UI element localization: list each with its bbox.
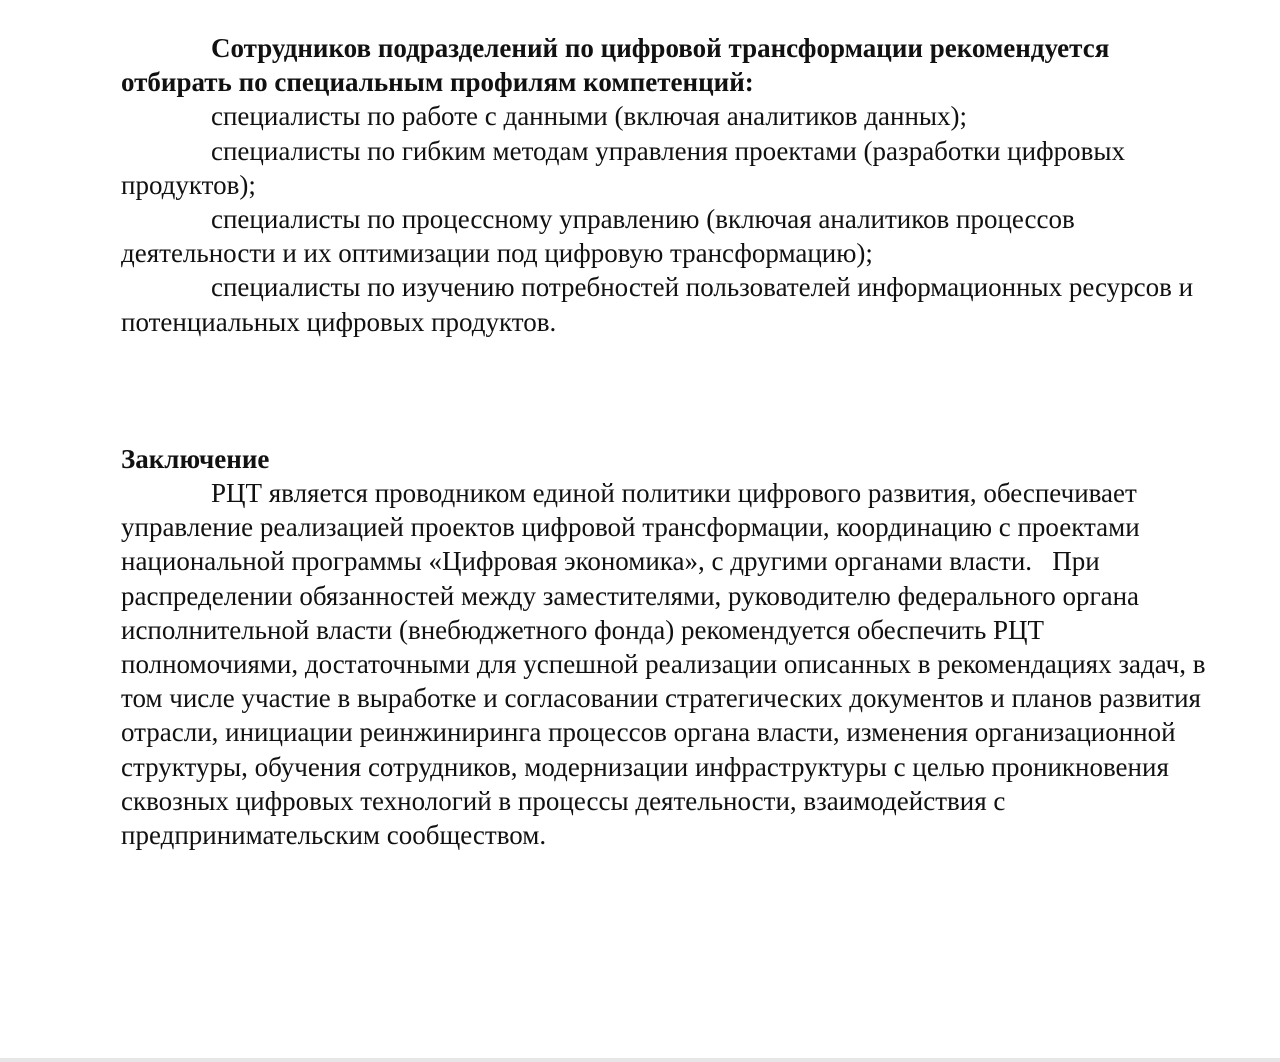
section-spacer — [121, 339, 1221, 442]
profile-item-user-research-specialists: специалисты по изучению потребностей пользователей информационных ресурсов и потенциальных цифровых продуктов. — [121, 272, 1194, 337]
conclusion-title: Заключение — [121, 443, 270, 474]
profile-item-agile-specialists: специалисты по гибким методам управления проектами (разработки цифровых продуктов); — [121, 135, 1125, 200]
profile-item-data-specialists: специалисты по работе с данными (включая аналитиков данных); — [211, 101, 968, 132]
page-bottom-divider — [0, 1058, 1280, 1062]
competency-profiles-heading: Сотрудников подразделений по цифровой трансформации рекомендуется отбирать по специальным профилям компетенций: — [121, 33, 1110, 98]
conclusion-paragraph: РЦТ является проводником единой политики цифрового развития, обеспечивает управление реализацией проектов цифровой трансформации, координацию с проектами национальной программы «Цифровая экономика», с другими органами власти. При распределении обязанностей между заместителями, руководителю федерального органа исполнительной власти (внебюджетного фонда) рекомендуется обеспечить РЦТ полномочиями, достаточными для успешной реализации описанных в рекомендациях задач, в том числе участие в выработке и согласовании стратегических документов и планов развития отрасли, инициации реинжиниринга процессов органа власти, изменения организационной структуры, обучения сотрудников, модернизации инфраструктуры с целью проникновения сквозных цифровых технологий в процессы деятельности, взаимодействия с предпринимательским сообществом. — [121, 478, 1213, 851]
profile-item-process-specialists: специалисты по процессному управлению (включая аналитиков процессов деятельности и их оптимизации под цифровую трансформацию); — [121, 204, 1075, 269]
document-page — [121, 31, 1221, 852]
